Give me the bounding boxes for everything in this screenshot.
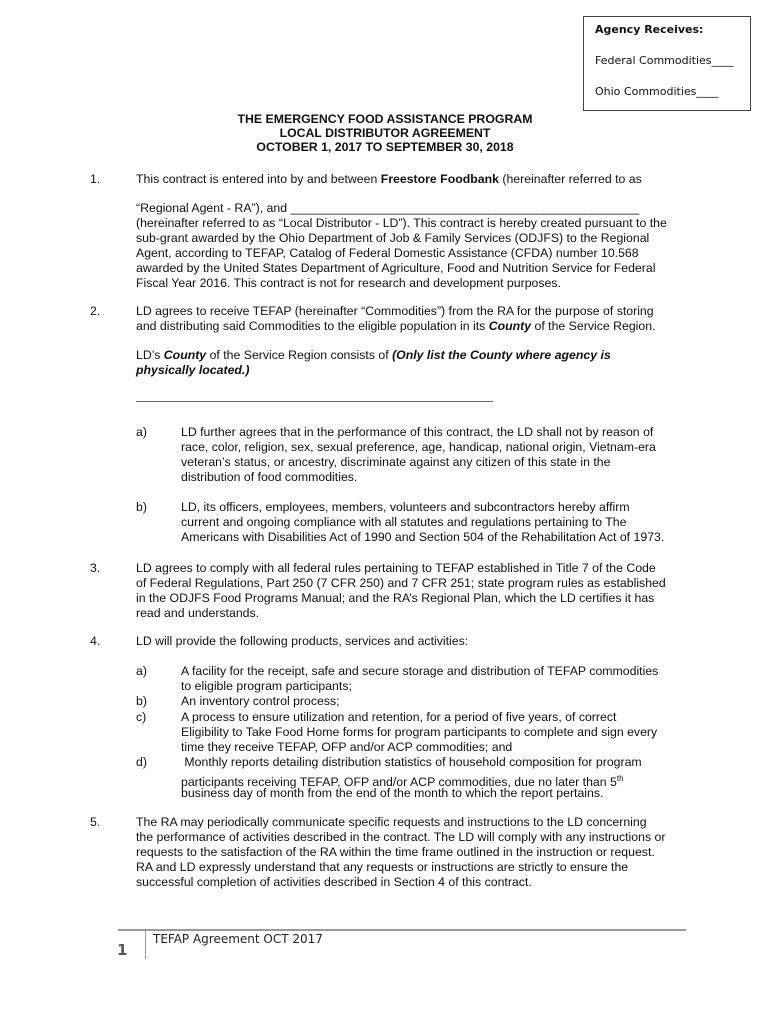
section-1-line-1 bbox=[136, 172, 642, 187]
footer-divider bbox=[118, 929, 686, 931]
section-4-intro: LD will provide the following products, services and activities: bbox=[136, 634, 469, 648]
agency-receives-header: Agency Receives: bbox=[595, 23, 704, 36]
footer-title: TEFAP Agreement OCT 2017 bbox=[153, 932, 323, 946]
page-number: 1 bbox=[117, 941, 128, 959]
federal-commodities-field[interactable]: Federal Commodities____ bbox=[595, 54, 734, 67]
section-4-c-line-2: Eligibility to Take Food Home forms for program participants to complete and sign every bbox=[181, 725, 658, 739]
section-3-line-4: read and understands. bbox=[136, 606, 260, 620]
section-1-line-4: sub-grant awarded by the Ohio Department of Job & Family Services (ODJFS) to the Regional bbox=[136, 231, 650, 245]
section-3-line-3: in the ODJFS Food Programs Manual; and the RA’s Regional Plan, which the LD certifies it has bbox=[136, 591, 655, 605]
section-3-line-2: of Federal Regulations, Part 250 (7 CFR 250) and 7 CFR 251; state program rules as established bbox=[136, 576, 666, 590]
section-1-line-5: Agent, according to TEFAP, Catalog of Federal Domestic Assistance (CFDA) number 10.568 bbox=[136, 246, 639, 260]
section-2-line-1: LD agrees to receive TEFAP (hereinafter “Commodities”) from the RA for the purpose of storing bbox=[136, 304, 654, 318]
section-2-a-line-4: distribution of food commodities. bbox=[181, 470, 358, 484]
section-4-c-line-3: time they receive TEFAP, OFP and/or ACP commodities; and bbox=[181, 740, 513, 754]
section-2-number: 2. bbox=[90, 304, 101, 318]
ohio-commodities-field[interactable]: Ohio Commodities____ bbox=[595, 85, 719, 98]
section-4-a-label: a) bbox=[136, 664, 147, 678]
county-instruction: (Only list the County where agency is bbox=[392, 348, 611, 362]
section-4-a-line-1: A facility for the receipt, safe and secure storage and distribution of TEFAP commodities bbox=[181, 664, 659, 678]
section-4-c-label: c) bbox=[136, 710, 147, 724]
section-5-line-1: The RA may periodically communicate specific requests and instructions to the LD concerning bbox=[136, 815, 647, 829]
section-2-b-line-3: Americans with Disabilities Act of 1990 and Section 504 of the Rehabilitation Act of 1973. bbox=[181, 530, 665, 544]
section-1-line-3: (hereinafter referred to as “Local Distributor - LD”). This contract is hereby created pursuant to the bbox=[136, 216, 667, 230]
footer-vertical-divider bbox=[145, 931, 146, 959]
section-2-a-line-3: veteran’s status, or ancestry, discriminate against any citizen of this state in the bbox=[181, 455, 611, 469]
section-4-d-text: participants receiving TEFAP, OFP and/or ACP commodities, due no later than 5 bbox=[181, 775, 617, 790]
section-2-b-line-2: current and ongoing compliance with all statutes and regulations pertaining to The bbox=[181, 515, 627, 529]
county-emphasis: County bbox=[488, 319, 532, 333]
section-3-number: 3. bbox=[90, 561, 101, 575]
section-1-text: This contract is entered into by and between bbox=[136, 172, 381, 186]
county-paragraph-line-1 bbox=[136, 348, 611, 363]
agency-receives-box bbox=[583, 16, 751, 111]
local-distributor-name-field[interactable]: “Regional Agent - RA”), and ___________________________________________________ bbox=[136, 201, 640, 215]
county-input-line[interactable] bbox=[136, 400, 493, 402]
section-2-b-label: b) bbox=[136, 500, 147, 514]
section-1-line-7: Fiscal Year 2016. This contract is not for research and development purposes. bbox=[136, 276, 561, 290]
section-2-a-label: a) bbox=[136, 425, 147, 439]
section-2-text: and distributing said Commodities to the eligible population in its bbox=[136, 319, 489, 333]
document-subtitle: LOCAL DISTRIBUTOR AGREEMENT bbox=[279, 126, 491, 140]
section-1-number: 1. bbox=[90, 172, 101, 186]
section-4-d-line-1: Monthly reports detailing distribution statistics of household composition for program bbox=[181, 755, 642, 769]
section-4-a-line-2: to eligible program participants; bbox=[181, 679, 352, 693]
section-4-b-line-1: An inventory control process; bbox=[181, 694, 340, 708]
section-5-line-3: requests to the satisfaction of the RA within the time frame outlined in the instruction or request. bbox=[136, 845, 655, 859]
county-emphasis: County bbox=[163, 348, 207, 362]
document-date-range: OCTOBER 1, 2017 TO SEPTEMBER 30, 2018 bbox=[256, 140, 514, 154]
section-4-b-label: b) bbox=[136, 694, 147, 708]
section-2-a-line-1: LD further agrees that in the performance of this contract, the LD shall not by reason of bbox=[181, 425, 654, 439]
section-5-line-4: RA and LD expressly understand that any requests or instructions are strictly to ensure the bbox=[136, 860, 629, 874]
section-5-number: 5. bbox=[90, 815, 101, 829]
county-text-cont: of the Service Region consists of bbox=[206, 348, 393, 362]
section-2-line-2 bbox=[136, 319, 655, 334]
county-instruction-line-2: physically located.) bbox=[136, 363, 250, 377]
section-4-d-label: d) bbox=[136, 755, 147, 769]
section-5-line-5: successful completion of activities described in Section 4 of this contract. bbox=[136, 875, 532, 889]
section-3-line-1: LD agrees to comply with all federal rules pertaining to TEFAP established in Title 7 of the Code bbox=[136, 561, 656, 575]
section-2-text-cont: of the Service Region. bbox=[531, 319, 656, 333]
superscript-th: th bbox=[616, 774, 624, 783]
section-4-number: 4. bbox=[90, 634, 101, 648]
section-1-line-6: awarded by the United States Department of Agriculture, Food and Nutrition Service for Federal bbox=[136, 261, 656, 275]
section-2-a-line-2: race, color, religion, sex, sexual preference, age, handicap, national origin, Vietnam-era bbox=[181, 440, 656, 454]
section-1-text-cont: (hereinafter referred to as bbox=[498, 172, 642, 186]
section-5-line-2: the performance of activities described in the contract. The LD will comply with any instructions or bbox=[136, 830, 666, 844]
section-4-c-line-1: A process to ensure utilization and retention, for a period of five years, of correct bbox=[181, 710, 617, 724]
regional-agent-name: Freestore Foodbank bbox=[380, 172, 499, 186]
document-title: THE EMERGENCY FOOD ASSISTANCE PROGRAM bbox=[237, 112, 533, 126]
section-2-b-line-1: LD, its officers, employees, members, volunteers and subcontractors hereby affirm bbox=[181, 500, 630, 514]
section-4-d-line-3: business day of month from the end of the month to which the report pertains. bbox=[181, 786, 604, 800]
county-text: LD’s bbox=[136, 348, 164, 362]
